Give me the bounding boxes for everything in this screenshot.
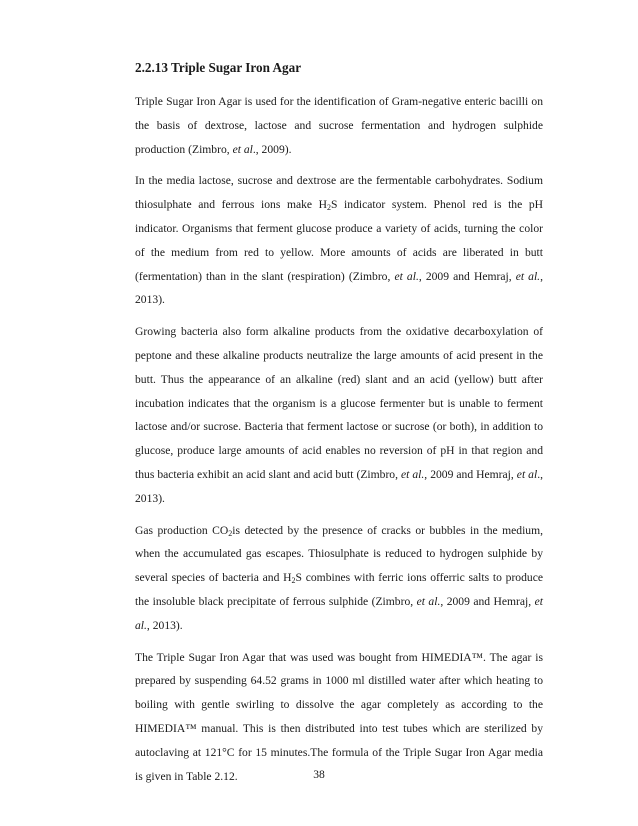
paragraph-4-etal-2: et al. [135, 594, 543, 632]
paragraph-3-b: , 2009 and Hemraj, [424, 467, 517, 481]
paragraph-3 [135, 320, 543, 510]
paragraph-2 [135, 169, 543, 312]
page-body [135, 58, 543, 796]
paragraph-2-sub: 2 [327, 203, 332, 213]
paragraph-1-etal: et al [232, 142, 253, 156]
paragraph-4-a: Gas production CO [135, 523, 229, 537]
paragraph-4-e: , 2013). [146, 618, 183, 632]
paragraph-2-etal-1: et al. [394, 269, 419, 283]
paragraph-2-a: In the media lactose, sucrose and dextrose are the fermentable carbohydrates. Sodium thiosulphate and ferrous ions make H [135, 174, 543, 212]
page-number: 38 [313, 768, 325, 781]
paragraph-3-c: ., 2013). [135, 467, 543, 505]
paragraph-5: The Triple Sugar Iron Agar that was used was bought from HIMEDIA™. The agar is prepared by suspending 64.52 grams in 1000 ml distilled water after which heating to boiling with gentle swirling to dissolve the agar completely as according to the HIMEDIA™ manual. This is then distributed into test tubes which are sterilized by autoclaving at 121°C for 15 minutes.The formula of the Triple Sugar Iron Agar media is given in Table 2.12. [135, 650, 543, 783]
paragraph-2-b: S indicator system. Phenol red is the pH indicator. Organisms that ferment glucose produce a variety of acids, turning the color of the medium from red to yellow. More amounts of acids are liberated in butt (fermentation) than in the slant (respiration) (Zimbro, [135, 198, 543, 283]
paragraph-3-etal-2: et al [516, 467, 538, 481]
paragraph-4-b: is detected by the presence of cracks or bubbles in the medium, when the accumulated gas escapes. Thiosulphate is reduced to hydrogen sulphide by several species of bacteria and H [135, 523, 543, 585]
paragraph-2-c: , 2009 and Hemraj, [418, 269, 516, 283]
paragraph-2-d: , 2013). [135, 269, 543, 307]
paragraph-4 [135, 519, 543, 638]
paragraph-4-d: , 2009 and Hemraj, [440, 594, 535, 608]
paragraph-3-etal-1: et al. [401, 467, 425, 481]
section-heading: 2.2.13 Triple Sugar Iron Agar [135, 60, 302, 75]
paragraph-4-etal-1: et al. [416, 594, 441, 608]
paragraph-4-sub-1: 2 [228, 528, 233, 538]
paragraph-1-tail: ., 2009). [252, 142, 292, 156]
paragraph-1-text: Triple Sugar Iron Agar is used for the identification of Gram-negative enteric bacilli on the basis of dextrose, lactose and sucrose fermentation and hydrogen sulphide production (Zimbro, [135, 95, 543, 156]
paragraph-3-a: Growing bacteria also form alkaline products from the oxidative decarboxylation of peptone and these alkaline products neutralize the large amounts of acid present in the butt. Thus the appearance of an alkaline (red) slant and an acid (yellow) butt after incubation indicates that the organism is a glucose fermenter but is unable to ferment lactose and/or sucrose. Bacteria that ferment lactose or sucrose (or both), in addition to glucose, produce large amounts of acid enables no reversion of pH in that region and thus bacteria exhibit an acid slant and acid butt (Zimbro, [135, 325, 543, 481]
paragraph-2-etal-2: et al. [515, 269, 541, 283]
paragraph-1 [135, 90, 543, 161]
paragraph-4-c: S combines with ferric ions offerric salts to produce the insoluble black precipitate of ferrous sulphide (Zimbro, [135, 571, 543, 608]
paragraph-4-sub-2: 2 [291, 576, 296, 586]
